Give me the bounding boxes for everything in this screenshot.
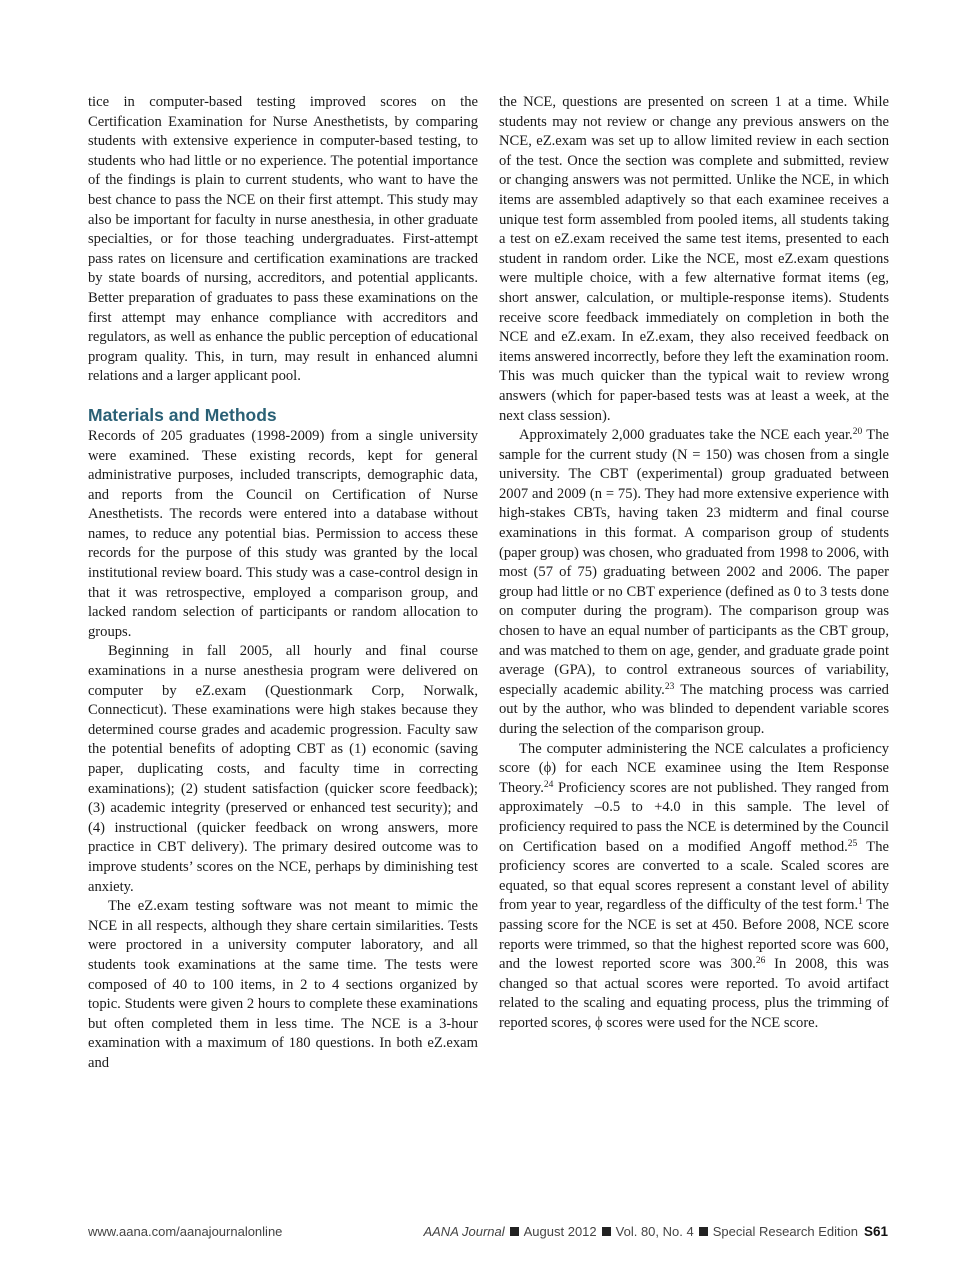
journal-url-link[interactable]: www.aana.com/aanajournalonline — [88, 1224, 283, 1239]
intro-paragraph-continued: tice in computer-based testing improved scores on the Certification Examination for Nurse Anesthetists, by comparing students with extensive experience in computer-based testing, to students who had little or no experience. The potential importance of the findings is plain to current students, who want to have the best chance to pass the NCE on their first attempt. This study may also be important for faculty in nurse anesthesia, in other graduate specialties, or for those teaching undergraduates. First-attempt pass rates on licensure and certification examinations are tracked by state boards of nursing, accreditors, and potential applicants. Better preparation of graduates to pass these examinations on the first attempt may enhance compliance with accreditors and regulators, as well as enhance the public perception of educational program quality. This, in turn, may result in enhanced alumni relations and a larger applicant pool. — [88, 94, 478, 385]
section-heading-materials-methods: Materials and Methods — [88, 404, 277, 425]
methods-paragraph-ezexam: The eZ.exam testing software was not meant to mimic the NCE in all respects, although they share certain similarities. Tests were proctored in a university computer laboratory, and all students took examinations at the same time. The tests were composed of 40 to 100 items, in 2 to 4 sections organized by topic. Students were given 2 hours to complete these examinations but often completed them in less time. The NCE is a 3-hour examination with a maximum of 180 questions. In both eZ.exam and — [88, 898, 478, 1071]
footer-volume: Vol. 80, No. 4 — [615, 1224, 694, 1239]
methods-paragraph-nce-comparison: the NCE, questions are presented on screen 1 at a time. While students may not review or change any previous answers on the NCE, eZ.exam was set up to allow limited review in each section of the test. Once the section was complete and submitted, review or changing answers was not permitted. Unlike the NCE, in which items are assembled adaptively so that each examinee receives a unique test form assembled from pooled items, all students taking a test on eZ.exam received the same test items, presented to each student in random order. Like the NCE, most eZ.exam questions were multiple choice, with a few alternative format items (eg, short answer, calculation, or multiple-response items). Students receive score feedback immediately on completion in both the NCE and eZ.exam. In eZ.exam, they also received feedback on items answered incorrectly, before they left the examination room. This was much quicker than the typical wait to review wrong answers (which for paper-based tests was at least a week, at the next class session). — [499, 94, 889, 424]
footer-date: August 2012 — [523, 1224, 597, 1239]
footer-journal-name: AANA Journal — [423, 1224, 505, 1239]
methods-paragraph-proficiency — [499, 740, 889, 1034]
page-number: S61 — [863, 1224, 888, 1239]
proficiency-text-e: In 2008, this was changed so that actual scores were reported. To avoid artifact related to the scaling and equating process, plus the trimming of reported scores, ϕ scores were used for the NCE score. — [499, 956, 889, 1031]
square-bullet-icon — [602, 1227, 611, 1236]
proficiency-text-c: The proficiency scores are converted to a scale. Scaled scores are equated, so that equal scores represent a constant level of ability from year to year, regardless of the difficulty of the test form. — [499, 838, 889, 914]
footer-citation — [423, 1224, 888, 1239]
methods-paragraph-cbt-adoption: Beginning in fall 2005, all hourly and final course examinations in a nurse anesthesia program were delivered on computer by eZ.exam (Questionmark Corp, Norwalk, Connecticut). These examinations were high stakes because they determined course grades and academic progression. Faculty saw the potential benefits of adopting CBT as (1) economic (saving paper, duplicating costs, and faculty time in correcting examinations); (2) student satisfaction (quicker score feedback); (3) academic integrity (preserved or enhanced test security); and (4) instructional (quicker feedback on wrong answers, more practice in CBT delivery). The primary desired outcome was to improve students’ scores on the NCE, perhaps by diminishing test anxiety. — [88, 643, 478, 895]
reference-23: 23 — [664, 681, 675, 692]
reference-1: 1 — [858, 897, 863, 908]
square-bullet-icon — [699, 1227, 708, 1236]
reference-20: 20 — [852, 427, 863, 438]
methods-paragraph-records: Records of 205 graduates (1998-2009) from a single university were examined. These existing records, kept for general administrative purposes, included transcripts, demographic data, and reports from the Council on Certification of Nurse Anesthetists. The records were entered into a database without names, to reduce any potential bias. Permission to access these records for the purpose of this study was granted by the local institutional review board. This study was a case-control design in that it was retrospective, employed a comparison group, and lacked random selection of participants or random allocation to groups. — [88, 427, 478, 640]
proficiency-text-d: The passing score for the NCE is set at 450. Before 2008, NCE score reports were trimmed, so that the highest reported score was 600, and the lowest reported score was 300. — [499, 897, 889, 973]
sample-text-b: The sample for the current study (N = 150) was chosen from a single university. The CBT (experimental) group graduated between 2007 and 2009 (n = 75). They had more extensive experience with high-stakes CBTs, having taken 23 midterm and final course examinations in this format. A comparison group of students (paper group) was chosen, who graduated from 1998 to 2006, with most (57 of 75) graduating between 2002 and 2006. The paper group had little or no CBT experience (defined as 0 to 3 tests done on computer during the program). The comparison group was chosen to have an equal number of participants as the CBT group, and was matched to them on age, gender, and graduate grade point average (GPA), to control extraneous sources of variability, especially academic ability. — [499, 427, 889, 698]
right-column — [499, 93, 889, 1034]
methods-paragraph-sample — [499, 426, 889, 740]
reference-26: 26 — [755, 956, 766, 967]
square-bullet-icon — [510, 1227, 519, 1236]
proficiency-text-a: The computer administering the NCE calculates a proficiency score (ϕ) for each NCE examinee using the Item Response Theory. — [499, 740, 889, 796]
sample-text-c: The matching process was carried out by the author, who was blinded to dependent variable scores during the selection of the comparison group. — [499, 681, 889, 737]
page-footer — [88, 1224, 888, 1242]
footer-edition: Special Research Edition — [712, 1224, 858, 1239]
sample-text-a: Approximately 2,000 graduates take the NCE each year. — [519, 427, 853, 444]
proficiency-text-b: Proficiency scores are not published. They ranged from approximately –0.5 to +4.0 in this sample. The level of proficiency required to pass the NCE is determined by the Council on Certification based on a modified Angoff method. — [499, 779, 889, 855]
reference-25: 25 — [847, 838, 858, 849]
reference-24: 24 — [543, 779, 554, 790]
left-column — [88, 93, 478, 1074]
